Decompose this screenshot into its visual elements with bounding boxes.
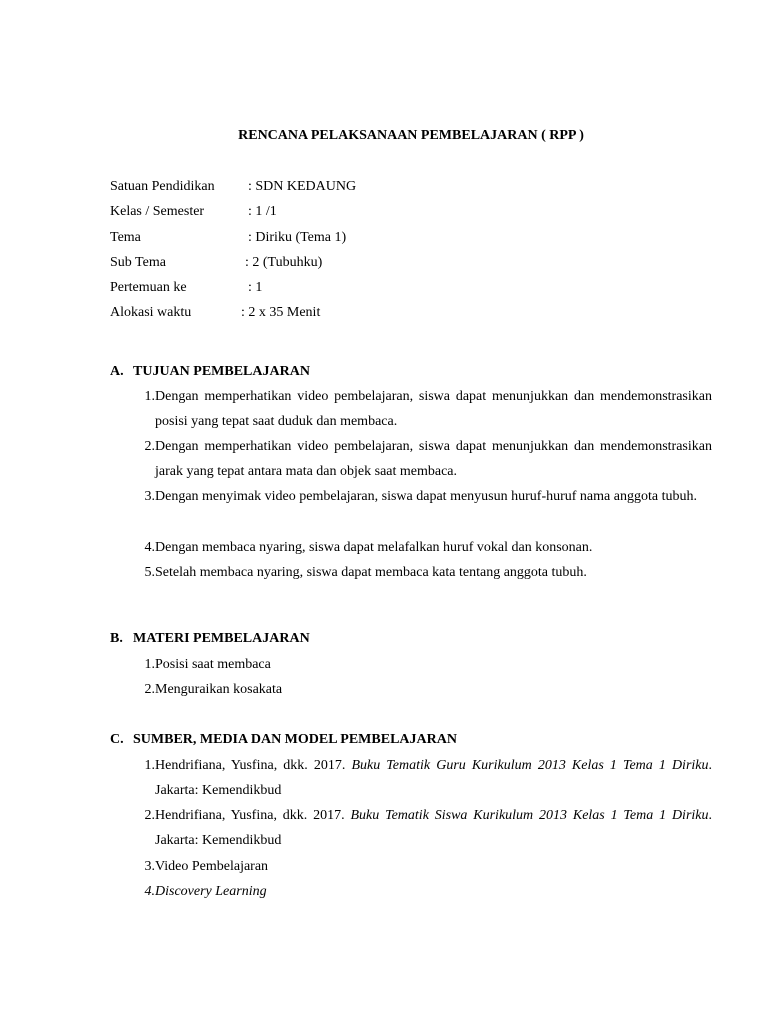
list-number: 4. [144, 884, 155, 899]
list-number: 1. [144, 657, 155, 672]
list-text: Setelah membaca nyaring, siswa dapat membaca kata tentang anggota tubuh. [155, 565, 587, 580]
list-item [135, 879, 712, 904]
list-item [135, 434, 712, 484]
section-letter: A. [110, 364, 124, 379]
list-number: 3. [144, 859, 155, 874]
list-item [135, 560, 712, 585]
identity-value: : SDN KEDAUNG [248, 179, 357, 194]
reference-publisher: . Jakarta: Kemendikbud [155, 758, 712, 798]
list-item [135, 535, 712, 560]
section-letter: B. [110, 631, 123, 646]
reference-book-title: Buku Tematik Guru Kurikulum 2013 Kelas 1 Tema 1 Diriku [351, 758, 709, 773]
document-title: RENCANA PELAKSANAAN PEMBELAJARAN ( RPP ) [238, 128, 584, 143]
list-text: Discovery Learning [155, 884, 267, 899]
reference-book-title: Buku Tematik Siswa Kurikulum 2013 Kelas 1 Tema 1 Diriku [350, 808, 709, 823]
reference-text [155, 803, 712, 853]
identity-value: : 1 [248, 280, 263, 295]
identity-label: Pertemuan ke [110, 280, 187, 295]
section-title: TUJUAN PEMBELAJARAN [133, 364, 310, 379]
section-title: SUMBER, MEDIA DAN MODEL PEMBELAJARAN [133, 732, 457, 747]
list-number: 2. [144, 682, 155, 697]
list-number: 3. [144, 489, 155, 504]
reference-publisher: . Jakarta: Kemendikbud [155, 808, 712, 848]
list-text: Posisi saat membaca [155, 657, 271, 672]
list-text: Dengan menyimak video pembelajaran, siswa dapat menyusun huruf-huruf nama anggota tubuh. [155, 489, 697, 504]
identity-label: Kelas / Semester [110, 204, 205, 219]
list-text: Dengan memperhatikan video pembelajaran, siswa dapat menunjukkan dan mendemonstrasikan posisi yang tepat saat duduk dan membaca. [155, 389, 712, 429]
identity-label: Alokasi waktu [110, 305, 192, 320]
list-number: 1. [144, 758, 155, 773]
section-title: MATERI PEMBELAJARAN [133, 631, 310, 646]
list-number: 1. [144, 389, 155, 404]
reference-author: Hendrifiana, Yusfina, dkk. 2017. [155, 808, 351, 823]
identity-label: Satuan Pendidikan [110, 179, 215, 194]
list-number: 4. [144, 540, 155, 555]
identity-value: : Diriku (Tema 1) [248, 230, 347, 245]
list-item [135, 753, 712, 803]
list-item [135, 384, 712, 434]
list-item [135, 803, 712, 853]
list-text: Dengan memperhatikan video pembelajaran, siswa dapat menunjukkan dan mendemonstrasikan jarak yang tepat antara mata dan objek saat membaca. [155, 439, 712, 479]
identity-value: : 1 /1 [248, 204, 277, 219]
identity-label: Sub Tema [110, 255, 166, 270]
list-number: 2. [144, 808, 155, 823]
list-item [135, 484, 712, 509]
list-text: Menguraikan kosakata [155, 682, 283, 697]
list-item [135, 854, 712, 879]
list-number: 2. [144, 439, 155, 454]
identity-value: : 2 x 35 Menit [241, 305, 321, 320]
list-item [135, 652, 712, 677]
identity-value: : 2 (Tubuhku) [245, 255, 323, 270]
list-number: 5. [144, 565, 155, 580]
reference-author: Hendrifiana, Yusfina, dkk. 2017. [155, 758, 352, 773]
reference-text [155, 753, 712, 803]
list-item [135, 677, 712, 702]
list-text: Video Pembelajaran [155, 859, 269, 874]
section-letter: C. [110, 732, 124, 747]
list-text: Dengan membaca nyaring, siswa dapat melafalkan huruf vokal dan konsonan. [155, 540, 593, 555]
identity-label: Tema [110, 230, 141, 245]
